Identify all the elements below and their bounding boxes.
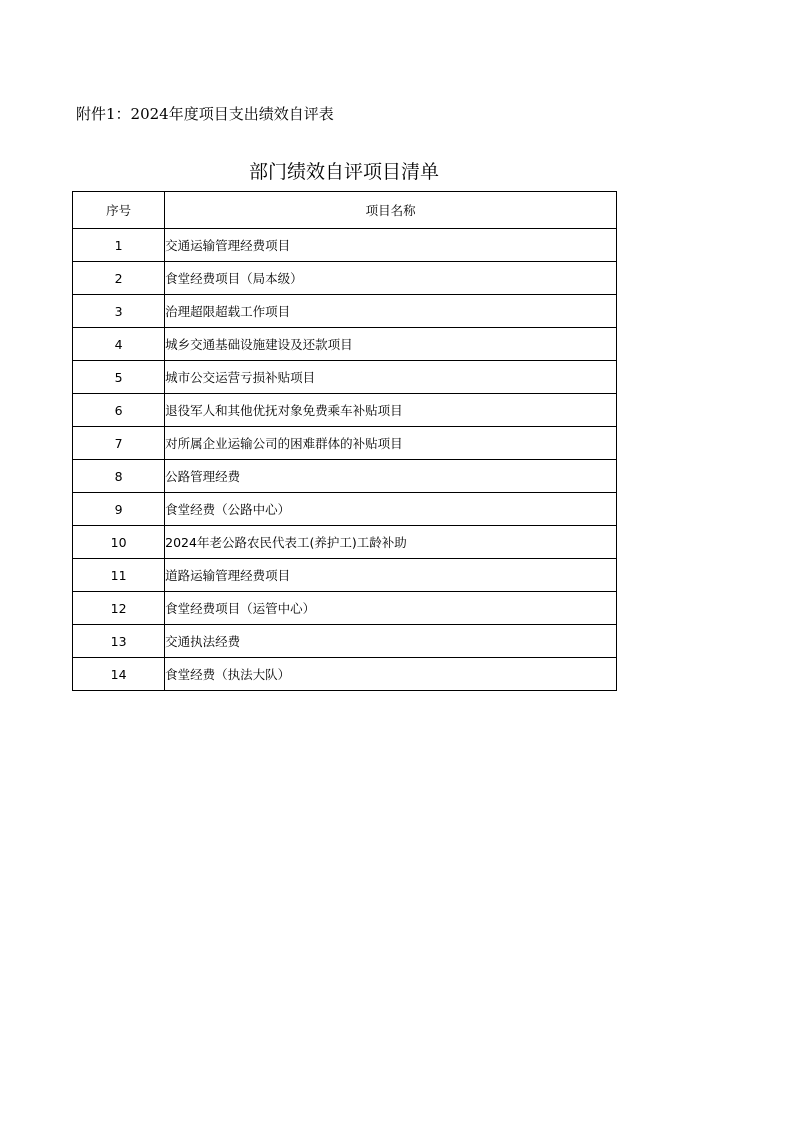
table-row <box>73 295 617 328</box>
row-project-name: 食堂经费（执法大队） <box>165 658 617 691</box>
table-row <box>73 262 617 295</box>
table-row <box>73 658 617 691</box>
row-seq: 8 <box>73 460 165 493</box>
table-row <box>73 493 617 526</box>
row-project-name: 交通运输管理经费项目 <box>165 229 617 262</box>
attachment-title: 附件1：2024年度项目支出绩效自评表 <box>76 105 334 123</box>
row-project-name: 食堂经费项目（运管中心） <box>165 592 617 625</box>
row-project-name: 治理超限超载工作项目 <box>165 295 617 328</box>
table-row <box>73 328 617 361</box>
row-project-name: 交通执法经费 <box>165 625 617 658</box>
row-seq: 10 <box>73 526 165 559</box>
row-project-name: 道路运输管理经费项目 <box>165 559 617 592</box>
row-seq: 12 <box>73 592 165 625</box>
row-project-name: 食堂经费（公路中心） <box>165 493 617 526</box>
row-project-name: 城乡交通基础设施建设及还款项目 <box>165 328 617 361</box>
row-project-name: 2024年老公路农民代表工(养护工)工龄补助 <box>165 526 617 559</box>
list-title: 部门绩效自评项目清单 <box>248 161 439 183</box>
table-row <box>73 427 617 460</box>
row-seq: 13 <box>73 625 165 658</box>
row-project-name: 对所属企业运输公司的困难群体的补贴项目 <box>165 427 617 460</box>
table-row <box>73 394 617 427</box>
table-row <box>73 559 617 592</box>
row-project-name: 退役军人和其他优抚对象免费乘车补贴项目 <box>165 394 617 427</box>
row-seq: 3 <box>73 295 165 328</box>
project-list-table <box>72 191 617 691</box>
row-seq: 1 <box>73 229 165 262</box>
row-seq: 6 <box>73 394 165 427</box>
column-header-seq: 序号 <box>73 192 165 229</box>
row-seq: 14 <box>73 658 165 691</box>
table-row <box>73 526 617 559</box>
row-project-name: 食堂经费项目（局本级） <box>165 262 617 295</box>
row-seq: 11 <box>73 559 165 592</box>
row-seq: 4 <box>73 328 165 361</box>
table-header-row <box>73 192 617 229</box>
column-header-project-name: 项目名称 <box>165 192 617 229</box>
row-seq: 9 <box>73 493 165 526</box>
table-row <box>73 229 617 262</box>
table-row <box>73 460 617 493</box>
row-seq: 5 <box>73 361 165 394</box>
table-row <box>73 592 617 625</box>
row-seq: 2 <box>73 262 165 295</box>
table-row <box>73 361 617 394</box>
table-row <box>73 625 617 658</box>
row-seq: 7 <box>73 427 165 460</box>
row-project-name: 公路管理经费 <box>165 460 617 493</box>
row-project-name: 城市公交运营亏损补贴项目 <box>165 361 617 394</box>
